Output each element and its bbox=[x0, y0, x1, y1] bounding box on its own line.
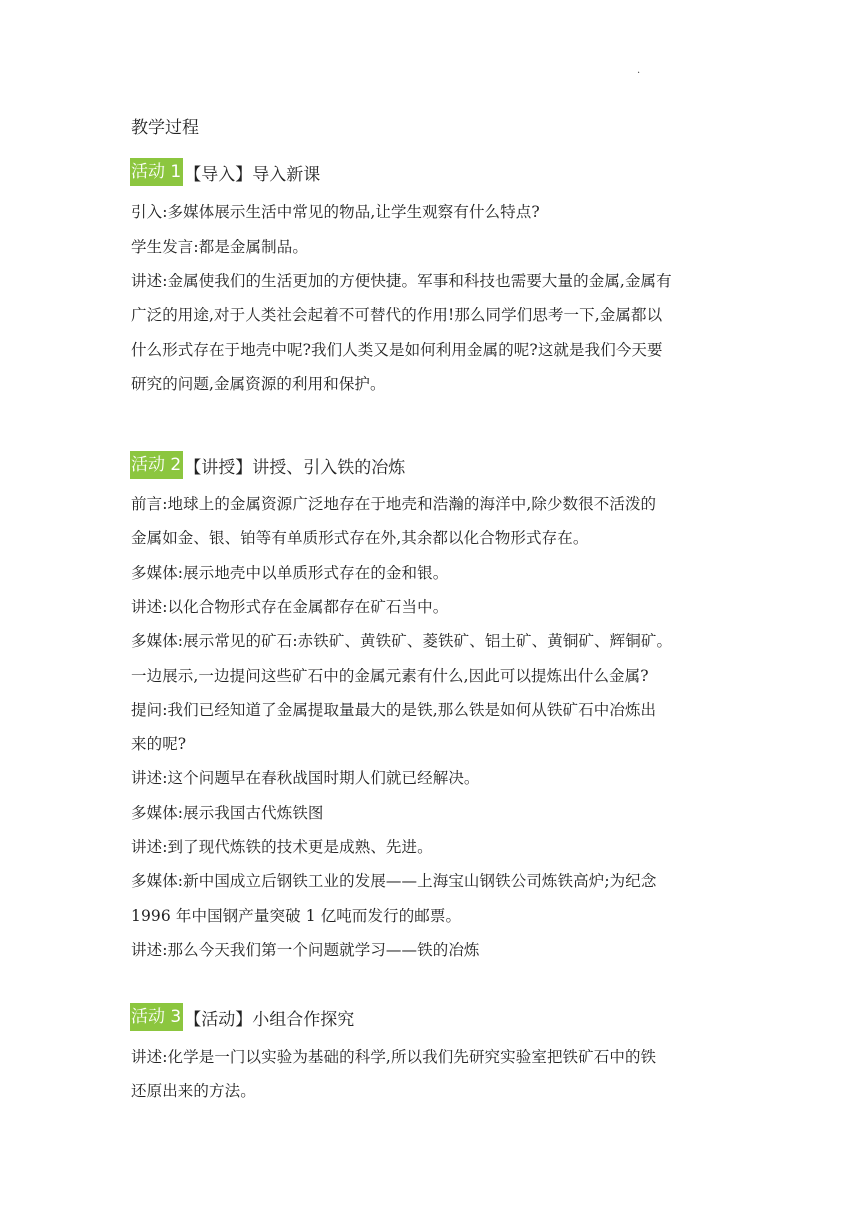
activity-title: 【活动】小组合作探究 bbox=[184, 1009, 355, 1030]
paragraph-line: 1996 年中国钢产量突破 1 亿吨而发行的邮票。 bbox=[131, 907, 462, 925]
paragraph-line: 什么形式存在于地壳中呢?我们人类又是如何利用金属的呢?这就是我们今天要 bbox=[131, 341, 663, 359]
paragraph-line: 前言:地球上的金属资源广泛地存在于地壳和浩瀚的海洋中,除少数很不活泼的 bbox=[131, 495, 657, 513]
paragraph-line: 讲述:这个问题早在春秋战国时期人们就已经解决。 bbox=[131, 769, 480, 787]
activity-badge: 活动 1 bbox=[130, 158, 183, 186]
paragraph-line: 讲述:化学是一门以实验为基础的科学,所以我们先研究实验室把铁矿石中的铁 bbox=[131, 1048, 657, 1066]
paragraph-line: 学生发言:都是金属制品。 bbox=[131, 238, 308, 256]
activity-3-heading bbox=[130, 1003, 354, 1031]
paragraph-line: 讲述:到了现代炼铁的技术更是成熟、先进。 bbox=[131, 838, 433, 856]
paragraph-line: 引入:多媒体展示生活中常见的物品,让学生观察有什么特点? bbox=[131, 203, 540, 221]
paragraph-line: 讲述:那么今天我们第一个问题就学习——铁的冶炼 bbox=[131, 941, 480, 959]
page-title: 教学过程 bbox=[131, 118, 199, 138]
paragraph-line: 广泛的用途,对于人类社会起着不可替代的作用!那么同学们思考一下,金属都以 bbox=[131, 306, 663, 324]
paragraph-line: 还原出来的方法。 bbox=[131, 1082, 256, 1100]
paragraph-line: 金属如金、银、铂等有单质形式存在外,其余都以化合物形式存在。 bbox=[131, 529, 589, 547]
activity-title: 【讲授】讲授、引入铁的冶炼 bbox=[184, 457, 406, 478]
paragraph-line: 多媒体:展示地壳中以单质形式存在的金和银。 bbox=[131, 564, 449, 582]
activity-badge: 活动 3 bbox=[130, 1003, 183, 1031]
paragraph-line: 讲述:金属使我们的生活更加的方便快捷。军事和科技也需要大量的金属,金属有 bbox=[131, 272, 672, 290]
paragraph-line: 来的呢? bbox=[131, 735, 187, 753]
activity-2-heading bbox=[130, 451, 405, 479]
activity-title: 【导入】导入新课 bbox=[184, 164, 321, 185]
paragraph-line: 多媒体:展示常见的矿石:赤铁矿、黄铁矿、菱铁矿、铝土矿、黄铜矿、辉铜矿。 bbox=[131, 632, 673, 650]
paragraph-line: 多媒体:新中国成立后钢铁工业的发展——上海宝山钢铁公司炼铁高炉;为纪念 bbox=[131, 872, 657, 890]
paragraph-line: 研究的问题,金属资源的利用和保护。 bbox=[131, 375, 386, 393]
paragraph-line: 讲述:以化合物形式存在金属都存在矿石当中。 bbox=[131, 598, 449, 616]
paragraph-line: 多媒体:展示我国古代炼铁图 bbox=[131, 804, 324, 822]
paragraph-line: 提问:我们已经知道了金属提取量最大的是铁,那么铁是如何从铁矿石中冶炼出 bbox=[131, 701, 657, 719]
activity-badge: 活动 2 bbox=[130, 451, 183, 479]
header-dot: . bbox=[637, 65, 641, 76]
paragraph-line: 一边展示,一边提问这些矿石中的金属元素有什么,因此可以提炼出什么金属? bbox=[131, 667, 649, 685]
activity-1-heading bbox=[130, 158, 320, 186]
